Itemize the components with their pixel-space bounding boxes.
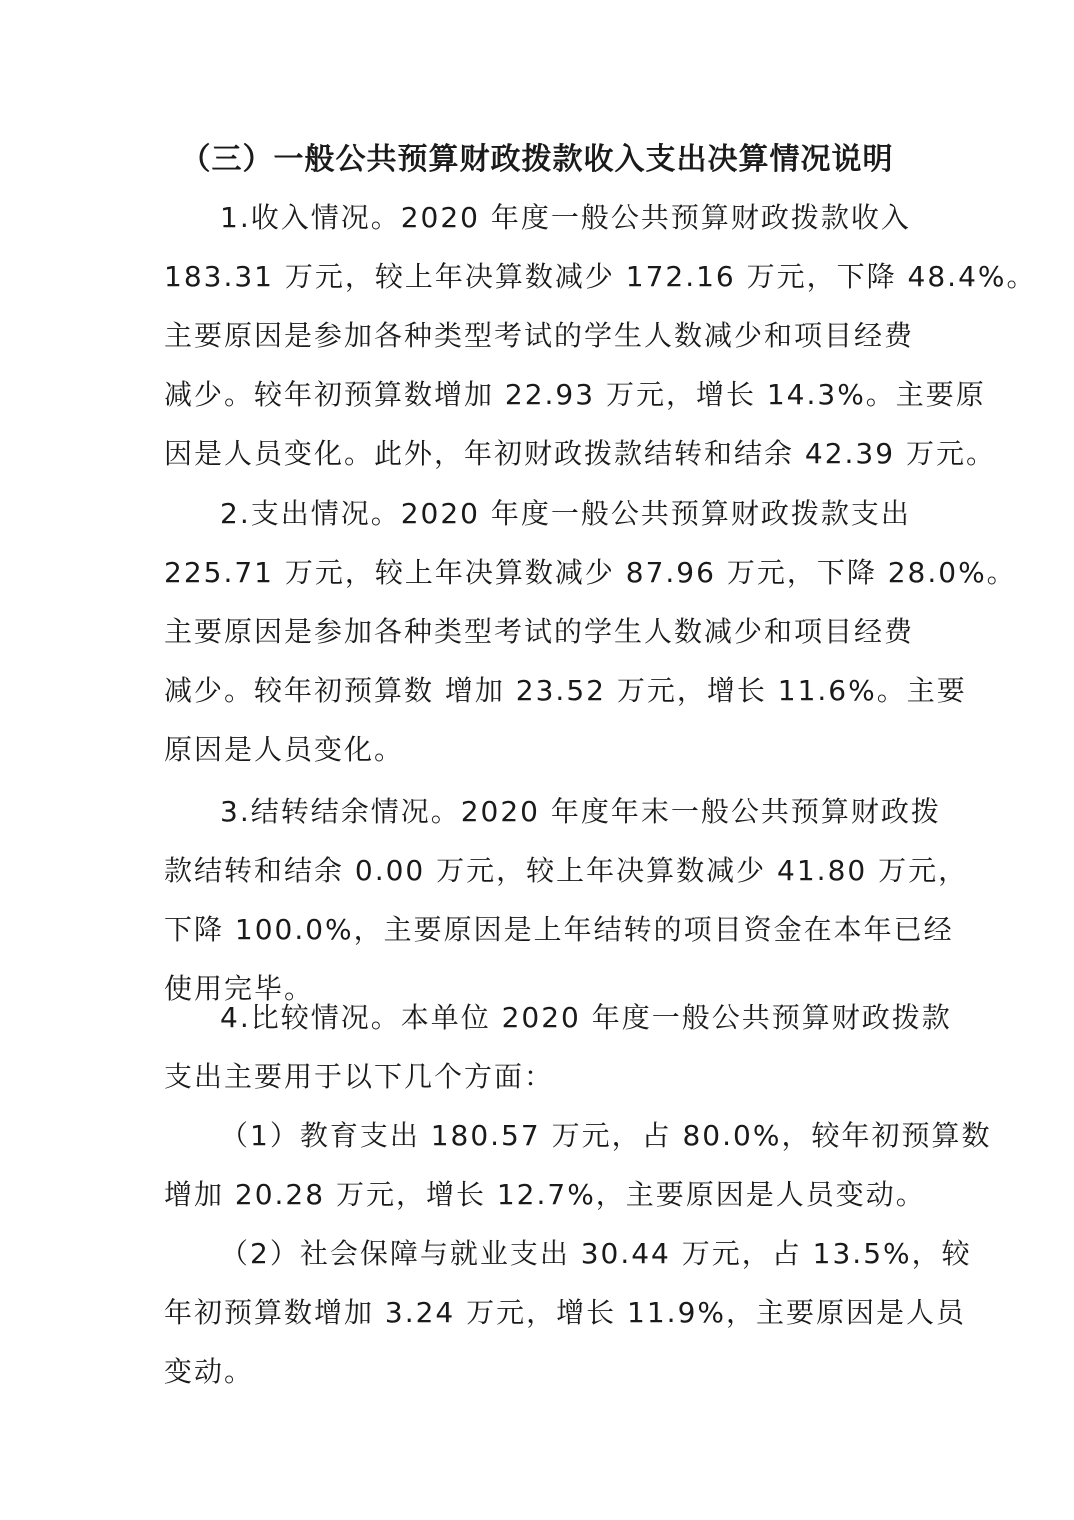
paragraph-line: 2.支出情况。2020 年度一般公共预算财政拨款支出 bbox=[220, 497, 911, 530]
paragraph-line: 年初预算数增加 3.24 万元，增长 11.9%，主要原因是人员 bbox=[164, 1296, 966, 1329]
paragraph-line: （2）社会保障与就业支出 30.44 万元，占 13.5%，较 bbox=[220, 1237, 972, 1270]
paragraph-line: 225.71 万元，较上年决算数减少 87.96 万元，下降 28.0%。 bbox=[164, 556, 1017, 589]
paragraph-line: 减少。较年初预算数增加 22.93 万元，增长 14.3%。主要原 bbox=[164, 378, 986, 411]
paragraph-line: 支出主要用于以下几个方面： bbox=[164, 1060, 555, 1093]
section-title: （三）一般公共预算财政拨款收入支出决算情况说明 bbox=[180, 142, 894, 177]
paragraph-line: 因是人员变化。此外，年初财政拨款结转和结余 42.39 万元。 bbox=[164, 437, 996, 470]
paragraph-line: 变动。 bbox=[164, 1355, 255, 1388]
paragraph-line: 原因是人员变化。 bbox=[164, 733, 405, 766]
paragraph-line: 增加 20.28 万元，增长 12.7%，主要原因是人员变动。 bbox=[164, 1178, 926, 1211]
paragraph-line: 减少。较年初预算数 增加 23.52 万元，增长 11.6%。主要 bbox=[164, 674, 967, 707]
paragraph-line: 3.结转结余情况。2020 年度年末一般公共预算财政拨 bbox=[220, 795, 941, 828]
paragraph-line: 183.31 万元，较上年决算数减少 172.16 万元，下降 48.4%。 bbox=[164, 260, 1037, 293]
paragraph-line: （1）教育支出 180.57 万元，占 80.0%，较年初预算数 bbox=[220, 1119, 992, 1152]
paragraph-line: 使用完毕。 bbox=[164, 972, 315, 1005]
paragraph-line: 款结转和结余 0.00 万元，较上年决算数减少 41.80 万元， bbox=[164, 854, 969, 887]
paragraph-line: 主要原因是参加各种类型考试的学生人数减少和项目经费 bbox=[164, 319, 915, 352]
paragraph-line: 下降 100.0%，主要原因是上年结转的项目资金在本年已经 bbox=[164, 913, 954, 946]
paragraph-line: 4.比较情况。本单位 2020 年度一般公共预算财政拨款 bbox=[220, 1001, 952, 1034]
paragraph-line: 主要原因是参加各种类型考试的学生人数减少和项目经费 bbox=[164, 615, 915, 648]
paragraph-line: 1.收入情况。2020 年度一般公共预算财政拨款收入 bbox=[220, 201, 911, 234]
